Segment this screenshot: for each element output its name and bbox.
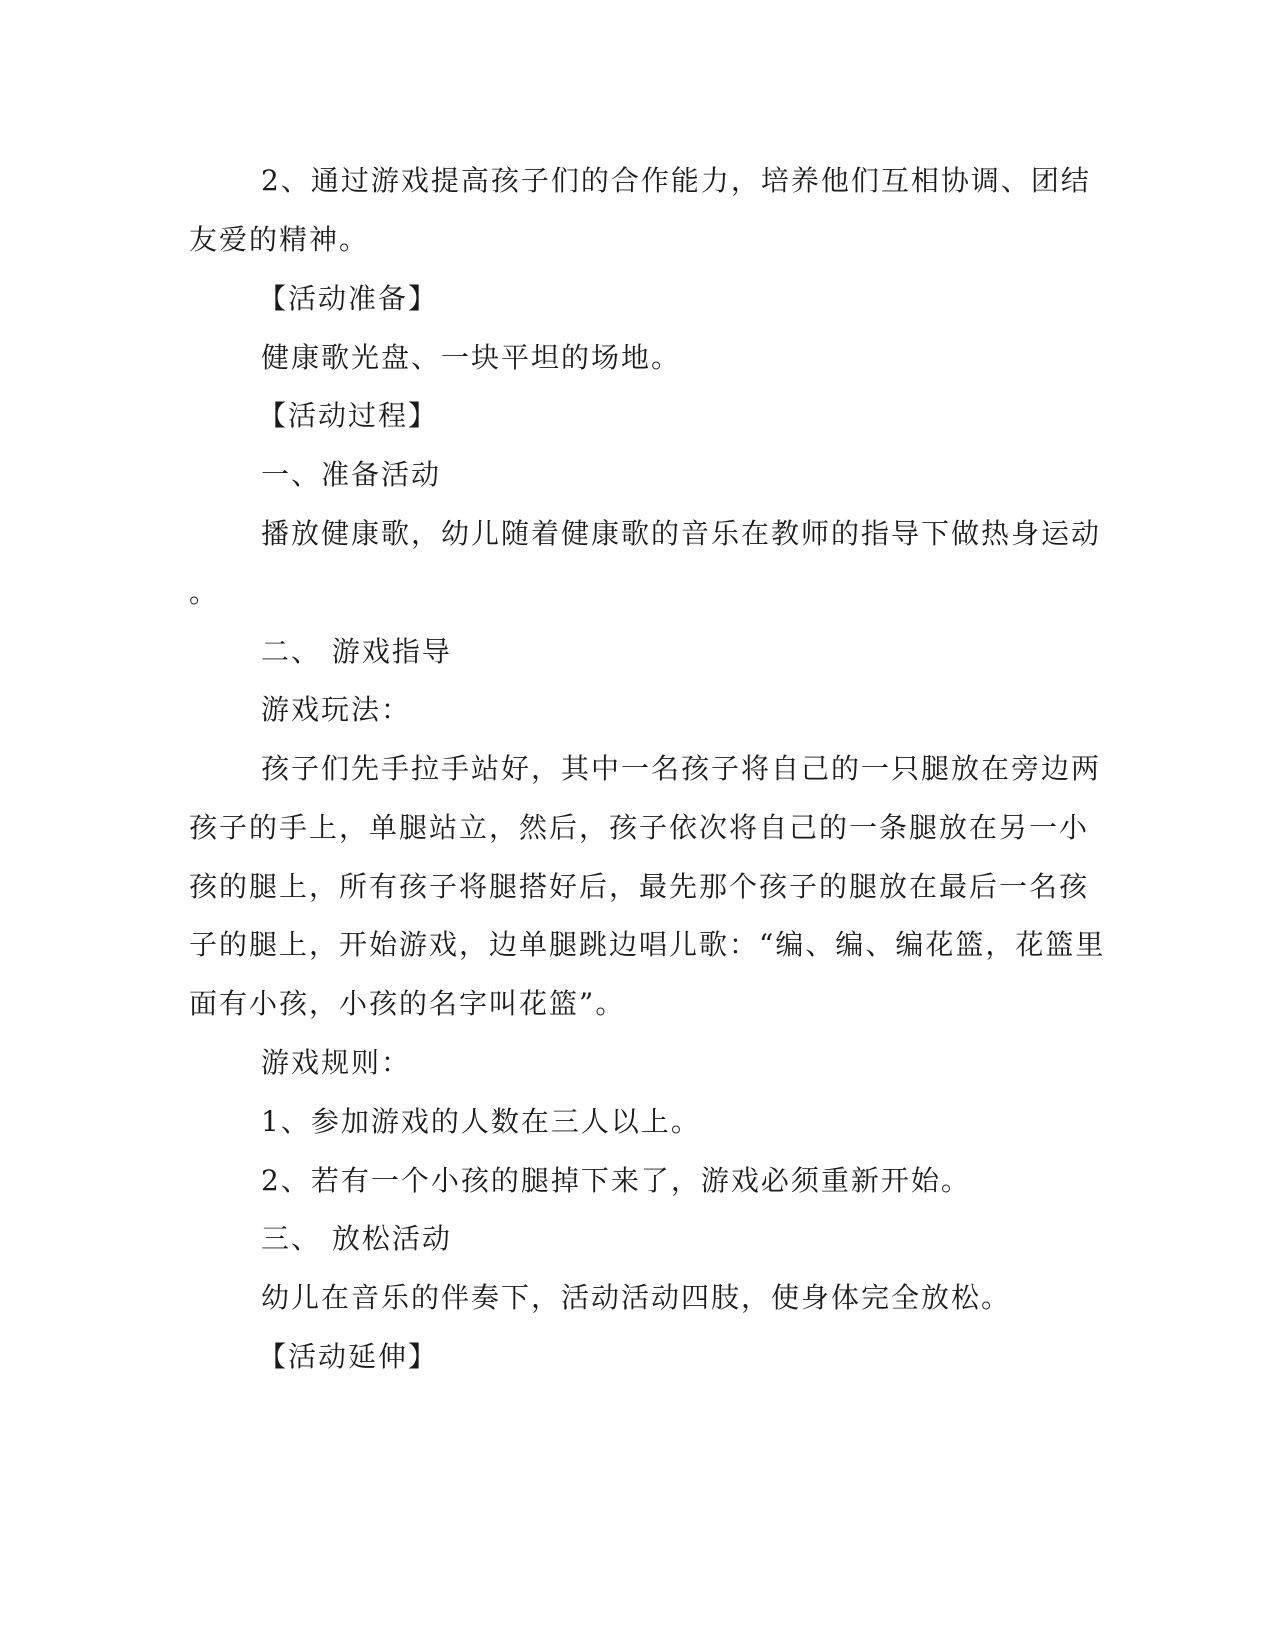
preparation-text: 健康歌光盘、一块平坦的场地。 [261, 341, 682, 374]
goal-2-line-1: 2、通过游戏提高孩子们的合作能力，培养他们互相协调、团结 [261, 164, 1091, 197]
game-method-line-2: 孩子的手上，单腿站立，然后，孩子依次将自己的一条腿放在另一小 [189, 811, 1090, 844]
game-rule-2: 2、若有一个小孩的腿掉下来了，游戏必须重新开始。 [261, 1164, 971, 1197]
step-1-text-line-1: 播放健康歌，幼儿随着健康歌的音乐在教师的指导下做热身运动 [261, 517, 1102, 550]
section-heading-process: 【活动过程】 [258, 399, 439, 432]
game-method-line-5: 面有小孩，小孩的名字叫花篮”。 [189, 987, 626, 1020]
section-heading-extension: 【活动延伸】 [258, 1340, 439, 1373]
game-method-line-1: 孩子们先手拉手站好，其中一名孩子将自己的一只腿放在旁边两 [261, 752, 1102, 785]
game-rules-label: 游戏规则： [261, 1046, 412, 1079]
game-method-line-4: 子的腿上，开始游戏，边单腿跳边唱儿歌：“编、编、编花篮，花篮里 [189, 928, 1106, 961]
game-method-label: 游戏玩法： [261, 693, 412, 726]
step-2-heading: 二、 游戏指导 [261, 635, 452, 668]
step-1-text-line-2: 。 [189, 576, 220, 609]
step-3-text: 幼儿在音乐的伴奏下，活动活动四肢，使身体完全放松。 [261, 1281, 1012, 1314]
section-heading-preparation: 【活动准备】 [258, 282, 439, 315]
game-rule-1: 1、参加游戏的人数在三人以上。 [261, 1105, 701, 1138]
goal-2-line-2: 友爱的精神。 [189, 223, 370, 256]
step-3-heading: 三、 放松活动 [261, 1222, 452, 1255]
game-method-line-3: 孩的腿上，所有孩子将腿搭好后，最先那个孩子的腿放在最后一名孩 [189, 870, 1090, 903]
step-1-heading: 一、准备活动 [261, 458, 442, 491]
